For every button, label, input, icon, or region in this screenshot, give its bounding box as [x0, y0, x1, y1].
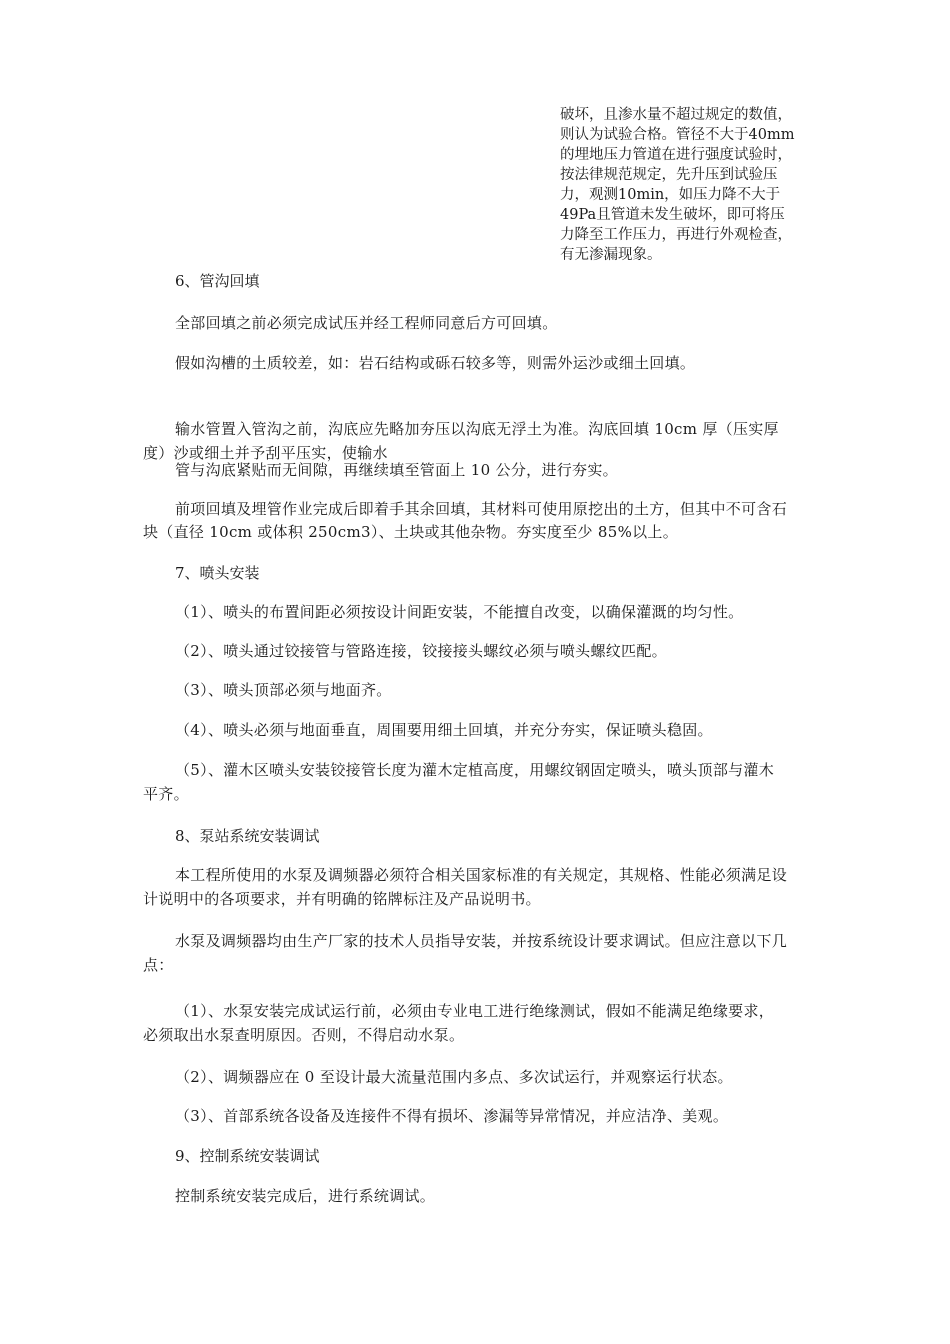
s7-item-4: （4）、喷头必须与地面垂直，周围要用细土回填，并充分夯实，保证喷头稳固。 — [175, 721, 713, 739]
s6-paragraph-4: 管与沟底紧贴而无间隙，再继续填至管面上 10 公分，进行夯实。 — [175, 461, 618, 479]
section-8-heading: 8、泵站系统安装调试 — [175, 827, 320, 845]
s7-item-2: （2）、喷头通过铰接管与管路连接，铰接接头螺纹必须与喷头螺纹匹配。 — [175, 642, 667, 660]
s8-item-2: （2）、调频器应在 0 至设计最大流量范围内多点、多次试运行，并观察运行状态。 — [175, 1068, 733, 1086]
s8-paragraph-2-line-2: 点： — [143, 956, 174, 974]
side-text-block — [560, 105, 810, 265]
side-line-4: 按法律规范规定，先升压到试验压 — [560, 167, 778, 183]
s8-paragraph-1-line-2: 计说明中的各项要求，并有明确的铭牌标注及产品说明书。 — [143, 890, 541, 908]
s7-item-5-line-1: （5）、灌木区喷头安装铰接管长度为灌木定植高度，用螺纹钢固定喷头，喷头顶部与灌木 — [175, 761, 775, 779]
s8-item-1-line-2: 必须取出水泵查明原因。否则，不得启动水泵。 — [143, 1026, 465, 1044]
s6-paragraph-5-line-1: 前项回填及埋管作业完成后即着手其余回填，其材料可使用原挖出的土方，但其中不可含石 — [175, 500, 788, 518]
side-line-8: 有无渗漏现象。 — [560, 247, 662, 263]
s8-paragraph-2-line-1: 水泵及调频器均由生产厂家的技术人员指导安装，并按系统设计要求调试。但应注意以下几 — [175, 932, 788, 950]
s8-item-1-line-1: （1）、水泵安装完成试运行前，必须由专业电工进行绝缘测试，假如不能满足绝缘要求， — [175, 1002, 775, 1020]
s6-paragraph-3-line-1: 输水管置入管沟之前，沟底应先略加夯压以沟底无浮土为准。沟底回填 10cm 厚（压实厚 — [175, 420, 779, 438]
side-line-2: 则认为试验合格。管径不大于40mm — [560, 127, 795, 143]
s7-item-1: （1）、喷头的布置间距必须按设计间距安装，不能擅自改变，以确保灌溉的均匀性。 — [175, 603, 744, 621]
s6-paragraph-5-line-2: 块（直径 10cm 或体积 250cm3）、土块或其他杂物。夯实度至少 85%以上。 — [143, 523, 679, 541]
side-line-1: 破坏，且渗水量不超过规定的数值， — [560, 107, 792, 123]
s7-item-5-line-2: 平齐。 — [143, 785, 189, 803]
side-line-3: 的埋地压力管道在进行强度试验时， — [560, 147, 792, 163]
section-9-heading: 9、控制系统安装调试 — [175, 1147, 320, 1165]
section-6-heading: 6、管沟回填 — [175, 272, 260, 290]
s8-item-3: （3）、首部系统各设备及连接件不得有损坏、渗漏等异常情况，并应洁净、美观。 — [175, 1107, 729, 1125]
side-line-7: 力降至工作压力，再进行外观检查， — [560, 227, 792, 243]
s8-paragraph-1-line-1: 本工程所使用的水泵及调频器必须符合相关国家标准的有关规定，其规格、性能必须满足设 — [175, 866, 788, 884]
side-line-6: 49Pa且管道未发生破坏，即可将压 — [560, 207, 785, 223]
section-7-heading: 7、喷头安装 — [175, 564, 260, 582]
s7-item-3: （3）、喷头顶部必须与地面齐。 — [175, 681, 392, 699]
side-line-5: 力，观测10min，如压力降不大于 — [560, 187, 781, 203]
s6-paragraph-2: 假如沟槽的土质较差，如：岩石结构或砾石较多等，则需外运沙或细土回填。 — [175, 354, 696, 372]
s9-paragraph-1: 控制系统安装完成后，进行系统调试。 — [175, 1187, 436, 1205]
s6-paragraph-1: 全部回填之前必须完成试压并经工程师同意后方可回填。 — [175, 314, 558, 332]
s6-paragraph-3-line-2: 度）沙或细土并予刮平压实，使输水 — [143, 444, 388, 462]
